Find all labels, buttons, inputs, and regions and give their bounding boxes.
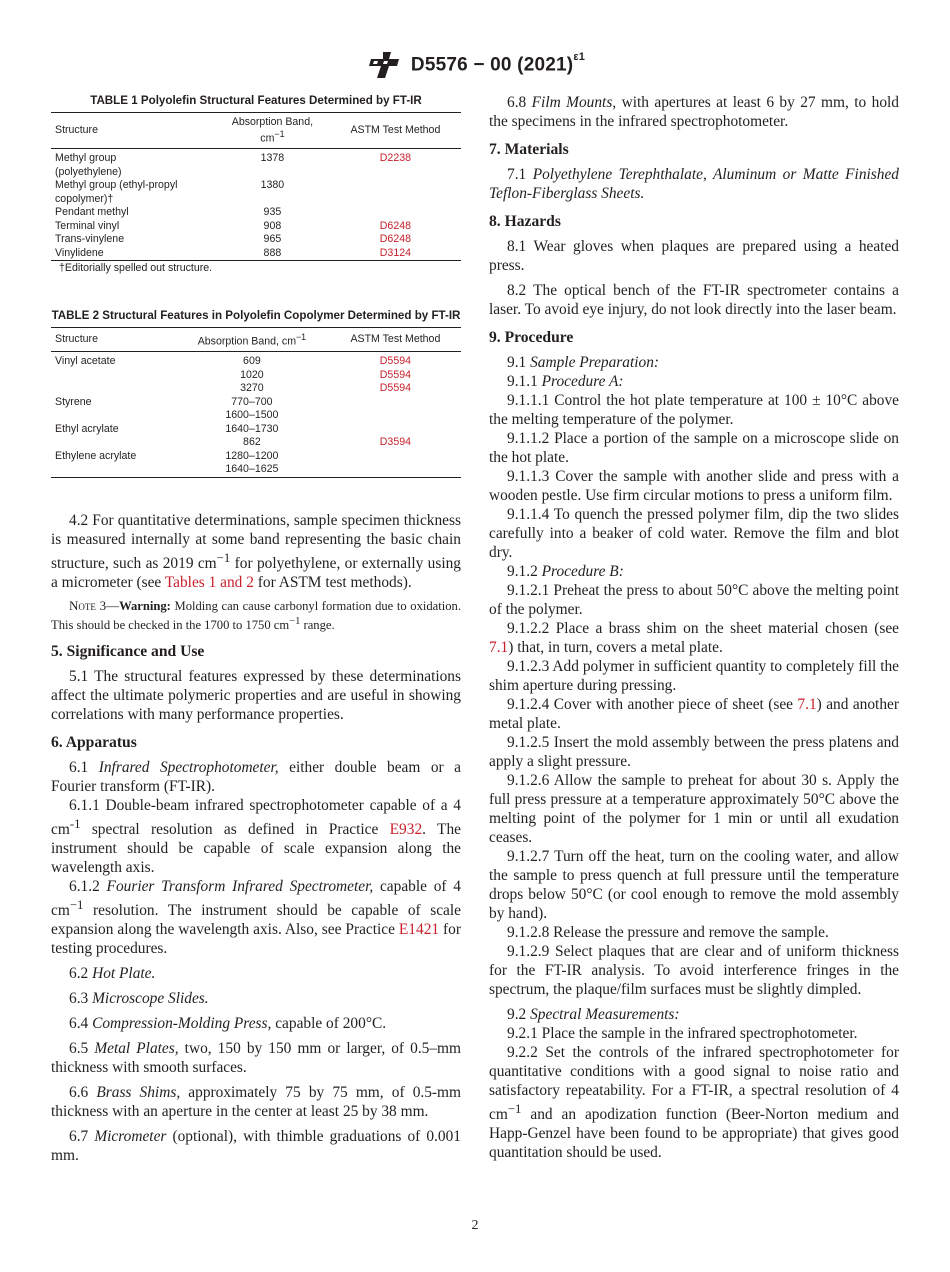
paragraph-6-6: 6.6 Brass Shims, approximately 75 by 75 mm, of 0.5-mm thickness with an aperture in the center at least 25 by 38 mm.	[51, 1084, 461, 1121]
right-column	[489, 93, 899, 1162]
e1421-link[interactable]: E1421	[398, 921, 440, 939]
table-cell-link[interactable]: D3124	[330, 247, 461, 261]
table2-caption: TABLE 2 Structural Features in Polyolefin Copolymer Determined by FT-IR	[51, 309, 461, 323]
table1-header: Structure	[51, 113, 215, 149]
table-cell: Styrene	[55, 395, 92, 408]
table-cell: 1378	[260, 152, 285, 165]
paragraph-9-1-1-3: 9.1.1.3 Cover the sample with another slide and press with a wooden pestle. Use firm circular motions to press a uniform film.	[489, 468, 899, 504]
section-7-heading: 7. Materials	[489, 141, 569, 158]
table2	[51, 327, 461, 478]
table-cell: 1280–1200	[225, 449, 279, 462]
table-cell: 862	[243, 436, 261, 449]
table-row	[51, 436, 461, 450]
paragraph-6-7: 6.7 Micrometer (optional), with thimble graduations of 0.001 mm.	[51, 1128, 461, 1165]
table-cell	[330, 396, 461, 410]
table-cell: 1640–1625	[174, 463, 330, 477]
page-header	[0, 50, 950, 80]
table-cell: Ethylene acrylate	[55, 449, 137, 462]
table-cell: 935	[263, 206, 282, 219]
table-cell: 3270	[240, 382, 264, 395]
table-row	[51, 409, 461, 423]
table-row	[51, 423, 461, 437]
section-9-heading: 9. Procedure	[489, 329, 574, 346]
paragraph-6-8: 6.8 Film Mounts, with apertures at least 6 by 27 mm, to hold the specimens in the infrared spectrophotometer.	[489, 94, 899, 130]
table2-header: ASTM Test Method	[330, 328, 461, 352]
table-cell: Ethyl acrylate	[55, 422, 119, 435]
paragraph-9-1-2-3: 9.1.2.3 Add polymer in sufficient quantity to completely fill the shim aperture during pressing.	[489, 658, 899, 694]
table-cell: 609	[243, 355, 261, 368]
table-row	[51, 463, 461, 477]
table-cell	[51, 409, 174, 423]
paragraph-9-1-2-7: 9.1.2.7 Turn off the heat, turn on the cooling water, and allow the sample to press quench at full pressure until the temperature drops below 50°C (or cool enough to remove the mold assembly by hand).	[489, 848, 899, 922]
table2-header: Absorption Band, $cm^{-1}$	[174, 328, 330, 352]
section-5-heading: 5. Significance and Use	[51, 642, 205, 660]
table-cell-link[interactable]: D6248	[379, 219, 411, 232]
paragraph-9-2-2: 9.2.2 Set the controls of the infrared spectrophotometer for quantitative conditions with a good signal to noise ratio and satisfactory repeatability. For a FT-IR, a spectral resolution of 4 $cm^{-1}$ and an apodization function (Beer-Norton medium and Happ-Genzel have been found to be appropriate) that gives good quantitation should be used.	[489, 1044, 899, 1162]
note-3: Note 3—Warning: Molding can cause carbonyl formation due to oxidation. This should be checked in the 1700 to 1750 $cm^{-1}$ range.	[51, 597, 461, 632]
paragraph-9-1-1-2: 9.1.1.2 Place a portion of the sample on a microscope slide on the hot plate.	[489, 430, 899, 466]
table-cell	[51, 463, 174, 477]
paragraph-9-1-2-8: 9.1.2.8 Release the pressure and remove the sample.	[507, 924, 829, 941]
table-cell: Methyl group (polyethylene)	[55, 152, 122, 178]
table-cell	[51, 369, 174, 383]
table-row	[51, 179, 461, 206]
table-cell: Terminal vinyl	[55, 219, 120, 232]
paragraph-6-1: 6.1 Infrared Spectrophotometer, either double beam or a Fourier transform (FT-IR).	[51, 758, 461, 795]
table-row	[51, 206, 461, 220]
page-number: 2	[471, 1218, 479, 1233]
table1-header: Absorption Band, $cm^{-1}$	[215, 113, 330, 149]
paragraph-9-1-2-6: 9.1.2.6 Allow the sample to preheat for about 30 s. Apply the full press pressure at a temperature approximately 50°C above the melting point of the polymer for 1 min or until all exudation ceases.	[489, 772, 899, 846]
table-cell: 965	[263, 233, 282, 246]
document-designation: D5576 − 00 $(2021)^{\varepsilon 1}$	[410, 50, 586, 76]
table1-caption: TABLE 1 Polyolefin Structural Features Determined by FT-IR	[90, 94, 422, 107]
astm-logo-icon	[365, 50, 401, 80]
table-cell	[51, 382, 174, 396]
section-6-heading: 6. Apparatus	[51, 733, 137, 751]
paragraph-6-1-1: 6.1.1 Double-beam infrared spectrophotometer capable of a 4 $cm^{-1}$ spectral resolution as defined in Practice E932. The instrument should be capable of scale expansion along the wavelength axis.	[51, 796, 461, 876]
section-7-1-link[interactable]: 7.1	[489, 639, 509, 656]
table1	[51, 112, 461, 261]
epsilon-superscript: ε1	[573, 50, 586, 63]
table-cell: 1020	[240, 368, 264, 381]
table-cell-link[interactable]: D6248	[379, 233, 411, 246]
paragraph-9-1-1: 9.1.1 Procedure A:	[507, 373, 624, 390]
tables-link[interactable]: Tables 1 and 2	[164, 573, 254, 591]
table-row	[51, 382, 461, 396]
table-cell: 1640–1730	[225, 422, 279, 435]
table-cell: Vinyl acetate	[55, 355, 116, 368]
paragraph-6-1-2: 6.1.2 Fourier Transform Infrared Spectrometer, capable of 4 $cm^{-1}$ resolution. The instrument should be capable of scale expansion along the wavelength axis. Also, see Practice E1421 for testing procedures.	[51, 878, 461, 958]
section-7-1-link[interactable]: 7.1	[797, 696, 817, 713]
table-cell-link[interactable]: D3594	[379, 436, 411, 449]
paragraph-9-2-1: 9.2.1 Place the sample in the infrared spectrophotometer.	[507, 1025, 858, 1042]
table-row	[51, 355, 461, 369]
paragraph-6-3: 6.3 Microscope Slides.	[69, 990, 209, 1008]
table-cell: Trans-vinylene	[55, 233, 125, 246]
paragraph-6-5: 6.5 Metal Plates, two, 150 by 150 mm or larger, of 0.5–mm thickness with smooth surfaces.	[51, 1040, 461, 1077]
paragraph-9-1-2-9: 9.1.2.9 Select plaques that are clear and of uniform thickness for the FT-IR analysis. To avoid interference fringes in the spectrum, the plaque/film surfaces must be slightly dimpled.	[489, 943, 899, 998]
table-cell: 770–700	[231, 395, 273, 408]
table-cell-link[interactable]: D5594	[379, 382, 411, 395]
paragraph-8-2: 8.2 The optical bench of the FT-IR spectrometer contains a laser. To avoid eye injury, do not look directly into the laser beam.	[489, 282, 899, 318]
paragraph-8-1: 8.1 Wear gloves when plaques are prepared using a heated press.	[489, 238, 899, 274]
table-cell	[330, 423, 461, 437]
paragraph-6-4: 6.4 Compression-Molding Press, capable of 200°C.	[69, 1015, 387, 1033]
paragraph-9-2: 9.2 Spectral Measurements:	[507, 1006, 680, 1023]
paragraph-9-1-2-4: 9.1.2.4 Cover with another piece of sheet (see 7.1) and another metal plate.	[489, 696, 899, 732]
table-cell-link[interactable]: D5594	[379, 368, 411, 381]
table-cell	[330, 206, 461, 220]
table-cell: 1600–1500	[225, 409, 279, 422]
paragraph-9-1: 9.1 Sample Preparation:	[507, 354, 660, 371]
table-row	[51, 450, 461, 464]
table-cell-link[interactable]: D5594	[379, 355, 411, 368]
table-cell	[330, 450, 461, 464]
left-column	[51, 93, 461, 1171]
paragraph-9-1-1-4: 9.1.1.4 To quench the pressed polymer film, dip the two slides carefully into a beaker of cold water. Remove the film and blot dry.	[489, 506, 899, 561]
table2-header: Structure	[51, 328, 174, 352]
table-cell	[51, 436, 174, 450]
table-cell-link[interactable]: D2238	[379, 152, 411, 165]
table-row	[51, 220, 461, 234]
table1-footnote: †Editorially spelled out structure.	[59, 262, 213, 275]
paragraph-7-1: 7.1 Polyethylene Terephthalate, Aluminum or Matte Finished Teflon-Fiberglass Sheets.	[489, 166, 899, 202]
table-row	[51, 369, 461, 383]
table-row	[51, 247, 461, 261]
table-row	[51, 152, 461, 179]
table-cell: Pendant methyl	[55, 206, 129, 219]
e932-link[interactable]: E932	[389, 821, 423, 838]
table-cell: 1380	[260, 179, 285, 192]
table-cell	[330, 179, 461, 206]
table-cell	[330, 409, 461, 423]
paragraph-9-1-2-1: 9.1.2.1 Preheat the press to about 50°C above the melting point of the polymer.	[489, 582, 899, 618]
table-cell: 908	[263, 219, 282, 232]
table-cell: 888	[215, 247, 330, 261]
table1-header: ASTM Test Method	[330, 113, 461, 149]
table-cell: Vinylidene	[51, 247, 215, 261]
paragraph-6-2: 6.2 Hot Plate.	[69, 965, 156, 983]
table-row	[51, 396, 461, 410]
table-cell	[330, 463, 461, 477]
table-row	[51, 233, 461, 247]
paragraph-5-1: 5.1 The structural features expressed by these determinations affect the ultimate polymeric properties and are useful in showing correlations with many performance properties.	[51, 667, 461, 723]
table-cell: Methyl group (ethyl-propyl copolymer)†	[55, 179, 178, 205]
paragraph-9-1-2: 9.1.2 Procedure B:	[507, 563, 624, 580]
paragraph-9-1-2-5: 9.1.2.5 Insert the mold assembly between the press platens and apply a slight pressure.	[489, 734, 899, 770]
paragraph-9-1-2-2: 9.1.2.2 Place a brass shim on the sheet material chosen (see 7.1) that, in turn, covers a metal plate.	[489, 620, 899, 656]
section-8-heading: 8. Hazards	[489, 213, 561, 230]
paragraph-9-1-1-1: 9.1.1.1 Control the hot plate temperature at 100 ± 10°C above the melting temperature of the polymer.	[489, 392, 899, 428]
paragraph-4-2: 4.2 For quantitative determinations, sample specimen thickness is measured internally at some band representing the basic chain structure, such as 2019 $cm^{-1}$ for polyethylene, or externally using a micrometer (see Tables 1 and 2 for ASTM test methods).	[51, 511, 462, 591]
